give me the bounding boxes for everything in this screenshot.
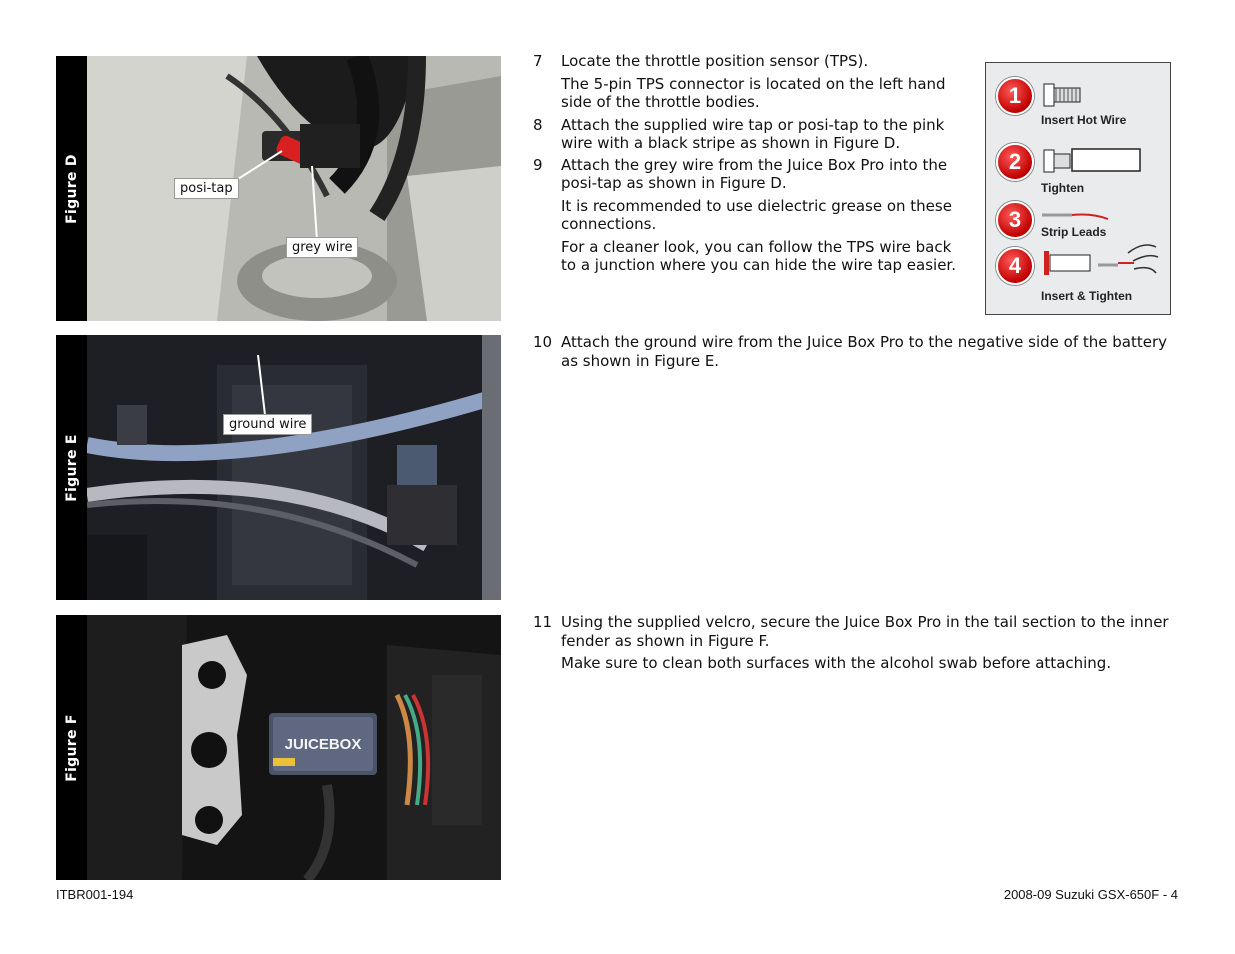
footer-doc-id: ITBR001-194 <box>56 887 134 902</box>
step-11 <box>533 613 1178 650</box>
step-9 <box>533 156 968 193</box>
step-10-number: 10 <box>533 333 553 351</box>
figure-f-tab <box>56 615 87 880</box>
figure-d-label: Figure D <box>63 153 80 224</box>
step-11-text: Using the supplied velcro, secure the Juice Box Pro in the tail section to the inner fender as shown in Figure F. <box>561 613 1169 650</box>
figure-f <box>56 615 501 880</box>
step-10 <box>533 333 1178 370</box>
tap-tightened-icon <box>1042 147 1147 175</box>
legend-label-1: Insert Hot Wire <box>1041 113 1127 127</box>
callout-grey-wire: grey wire <box>286 237 358 258</box>
figure-e-tab <box>56 335 87 600</box>
callout-ground-wire: ground wire <box>223 414 312 435</box>
figure-d-tab <box>56 56 87 321</box>
step-badge-4: 4 <box>996 247 1034 285</box>
legend-label-3: Strip Leads <box>1041 225 1107 239</box>
footer-page-info: 2008-09 Suzuki GSX-650F - 4 <box>1003 887 1178 902</box>
figure-d <box>56 56 501 321</box>
step-badge-3: 3 <box>996 201 1034 239</box>
step-9-number: 9 <box>533 155 543 174</box>
step-10-block <box>533 333 1178 373</box>
step-8-text: Attach the supplied wire tap or posi-tap to the pink wire with a black stripe as shown in Figure D. <box>561 115 945 152</box>
step-7 <box>533 52 968 71</box>
step-9-note-1: It is recommended to use dielectric grease on these connections. <box>561 196 952 233</box>
wire-tap-legend <box>985 62 1171 315</box>
step-11-block <box>533 613 1178 677</box>
stripped-lead-icon <box>1042 209 1112 225</box>
legend-label-2: Tighten <box>1041 181 1085 195</box>
callout-posi-tap: posi-tap <box>174 178 239 199</box>
figure-e <box>56 335 501 600</box>
step-badge-2: 2 <box>996 143 1034 181</box>
step-8-number: 8 <box>533 115 543 134</box>
step-8 <box>533 116 968 153</box>
step-11-number: 11 <box>533 613 553 631</box>
screw-icon <box>1042 81 1092 109</box>
figure-f-photo <box>87 615 501 880</box>
steps-group-1 <box>533 52 968 279</box>
figure-e-label: Figure E <box>63 433 80 502</box>
step-7-text: Locate the throttle position sensor (TPS). <box>561 52 869 70</box>
step-10-text: Attach the ground wire from the Juice Box Pro to the negative side of the battery as shown in Figure E. <box>561 333 1168 370</box>
step-9-text: Attach the grey wire from the Juice Box Pro into the posi-tap as shown in Figure D. <box>561 155 948 192</box>
figure-f-label: Figure F <box>63 713 80 782</box>
juicebox-device-text: JUICEBOX <box>284 736 362 753</box>
step-11-note: Make sure to clean both surfaces with the alcohol swab before attaching. <box>561 654 1112 672</box>
step-7-note: The 5-pin TPS connector is located on the left hand side of the throttle bodies. <box>561 74 946 111</box>
step-7-number: 7 <box>533 52 543 70</box>
figure-e-photo <box>87 335 501 600</box>
legend-label-4: Insert & Tighten <box>1041 289 1133 303</box>
figure-d-photo <box>87 56 501 321</box>
step-badge-1: 1 <box>996 77 1034 115</box>
step-9-note-2: For a cleaner look, you can follow the TPS wire back to a junction where you can hide the wire tap easier. <box>561 237 956 274</box>
insert-tighten-icon <box>1038 239 1163 281</box>
